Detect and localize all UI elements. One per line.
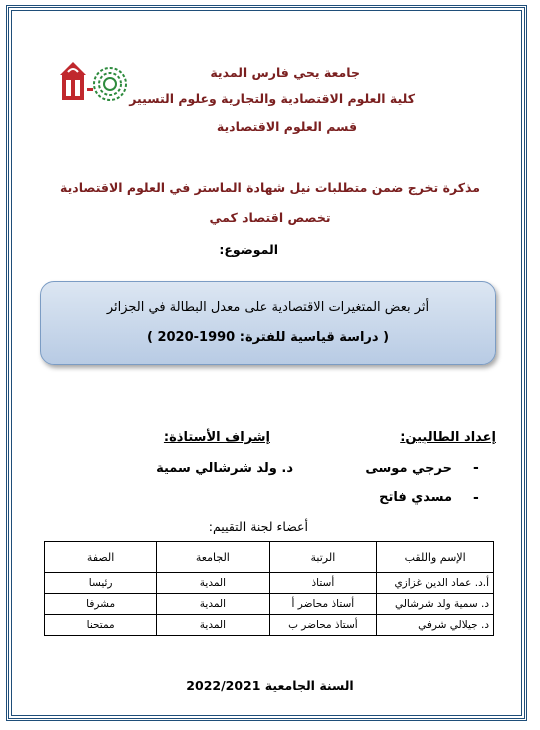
member-rank: أستاذ محاضر ب [269,615,377,636]
member-rank: أستاذ محاضر أ [269,594,377,615]
member-university: المدية [157,594,269,615]
table-row [45,573,494,594]
university-logo [60,58,130,104]
academic-year: السنة الجامعية 2022/2021 [186,678,354,693]
degree-line: مذكرة تخرج ضمن متطلبات نيل شهادة الماستر في العلوم الاقتصادية [60,180,480,195]
committee-label: أعضاء لجنة التقييم: [208,519,308,534]
column-header: الجامعة [157,542,269,573]
subject-label: الموضوع: [219,242,278,257]
member-university: المدية [157,573,269,594]
student-name-1: حرجي موسى [365,461,452,476]
member-rank: أستاذ [269,573,377,594]
member-name: د. جيلالي شرفي [377,615,494,636]
faculty-name: كلية العلوم الاقتصادية والتجارية وعلوم التسيير [129,91,415,106]
member-role: مشرفا [45,594,157,615]
supervisor-label: إشراف الأستاذة: [163,430,270,445]
students-label: إعداد الطالبين: [400,430,496,445]
member-name: د. سمية ولد شرشالي [377,594,494,615]
table-row [45,594,494,615]
column-header: الرتبة [269,542,377,573]
member-role: ممتحنا [45,615,157,636]
thesis-title: أثر بعض المتغيرات الاقتصادية على معدل البطالة في الجزائر [106,300,430,315]
committee-table [44,541,494,636]
student-bullet: - [473,490,479,506]
supervisor-name: د. ولد شرشالي سمية [156,461,293,476]
member-university: المدية [157,615,269,636]
thesis-title-box [40,281,496,365]
department-name: قسم العلوم الاقتصادية [216,119,357,134]
student-name-2: مسدي فاتح [379,490,452,505]
table-row [45,615,494,636]
column-header: الصفة [45,542,157,573]
member-role: رئيسا [45,573,157,594]
column-header: الإسم واللقب [377,542,494,573]
table-header-row [45,542,494,573]
university-name: جامعة يحي فارس المدية [210,65,360,80]
study-period: ( دراسة قياسية للفترة: 1990-2020 ) [146,330,390,345]
student-bullet: - [473,460,479,476]
member-name: أ.د. عماد الدين غزازي [377,573,494,594]
specialty: تخصص اقتصاد كمي [209,210,331,225]
